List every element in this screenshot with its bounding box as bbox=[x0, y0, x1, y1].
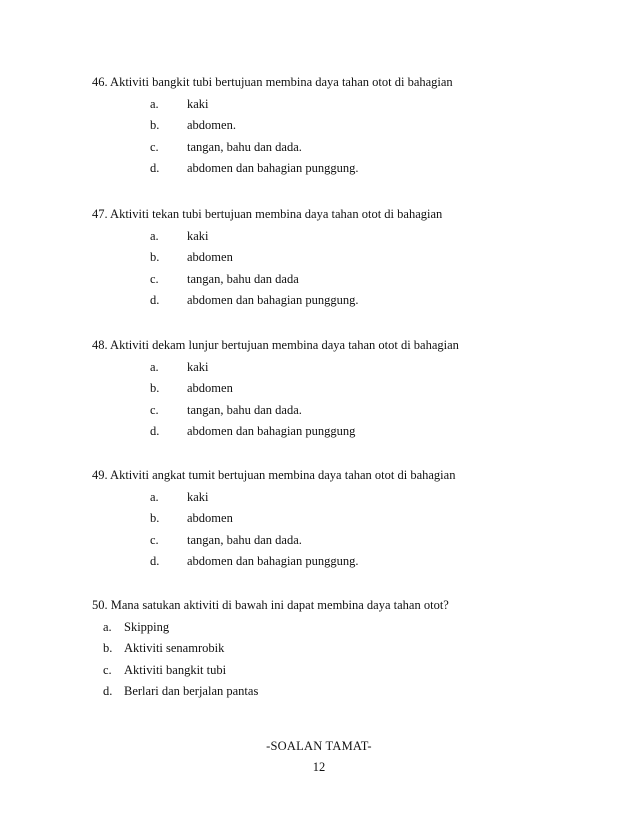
option-letter: b. bbox=[103, 641, 113, 655]
question-text: 47. Aktiviti tekan tubi bertujuan membina daya tahan otot di bahagian bbox=[92, 207, 443, 221]
option-a bbox=[92, 489, 592, 505]
option-d bbox=[92, 683, 592, 699]
option-letter: a. bbox=[150, 96, 159, 111]
option-letter: b. bbox=[150, 250, 160, 264]
option-letter: c. bbox=[150, 271, 159, 286]
option-c bbox=[92, 532, 592, 548]
option-text: abdomen dan bahagian punggung. bbox=[187, 161, 359, 175]
option-text: tangan, bahu dan dada. bbox=[187, 139, 302, 154]
option-c bbox=[92, 402, 592, 418]
option-b bbox=[92, 640, 592, 656]
option-a bbox=[92, 359, 592, 375]
option-a bbox=[92, 228, 592, 244]
question-text: 48. Aktiviti dekam lunjur bertujuan membina daya tahan otot di bahagian bbox=[92, 338, 459, 352]
option-text: abdomen. bbox=[187, 118, 236, 132]
question-46 bbox=[92, 74, 592, 176]
end-of-questions-text: -SOALAN TAMAT- bbox=[266, 739, 372, 753]
question-text: 46. Aktiviti bangkit tubi bertujuan membina daya tahan otot di bahagian bbox=[92, 75, 453, 89]
option-letter: a. bbox=[150, 228, 159, 243]
option-c bbox=[92, 139, 592, 155]
option-text: kaki bbox=[187, 228, 209, 243]
option-letter: d. bbox=[150, 293, 160, 307]
question-49 bbox=[92, 467, 592, 569]
option-d bbox=[92, 160, 592, 176]
option-letter: c. bbox=[150, 402, 159, 417]
option-b bbox=[92, 117, 592, 133]
question-text: 49. Aktiviti angkat tumit bertujuan membina daya tahan otot di bahagian bbox=[92, 468, 456, 482]
option-letter: c. bbox=[150, 139, 159, 154]
option-d bbox=[92, 292, 592, 308]
option-d bbox=[92, 553, 592, 569]
option-text: tangan, bahu dan dada. bbox=[187, 402, 302, 417]
option-d bbox=[92, 423, 592, 439]
option-letter: b. bbox=[150, 511, 160, 525]
option-text: kaki bbox=[187, 489, 209, 504]
option-text: kaki bbox=[187, 359, 209, 374]
option-c bbox=[92, 271, 592, 287]
option-letter: d. bbox=[150, 554, 160, 568]
option-text: tangan, bahu dan dada bbox=[187, 271, 299, 286]
option-text: abdomen dan bahagian punggung. bbox=[187, 554, 359, 568]
option-letter: c. bbox=[103, 662, 112, 677]
option-letter: d. bbox=[150, 424, 160, 438]
option-text: Aktiviti bangkit tubi bbox=[124, 662, 227, 677]
option-letter: a. bbox=[150, 359, 159, 374]
page-number: 12 bbox=[312, 760, 326, 774]
option-letter: a. bbox=[103, 619, 112, 634]
option-text: abdomen bbox=[187, 511, 233, 525]
option-a bbox=[92, 96, 592, 112]
option-b bbox=[92, 249, 592, 265]
option-letter: c. bbox=[150, 532, 159, 547]
option-letter: b. bbox=[150, 118, 160, 132]
option-text: abdomen bbox=[187, 381, 233, 395]
option-letter: d. bbox=[103, 684, 113, 698]
option-text: abdomen bbox=[187, 250, 233, 264]
option-b bbox=[92, 510, 592, 526]
option-text: Skipping bbox=[124, 619, 170, 634]
option-letter: a. bbox=[150, 489, 159, 504]
question-47 bbox=[92, 206, 592, 308]
option-b bbox=[92, 380, 592, 396]
option-text: Aktiviti senamrobik bbox=[124, 641, 225, 655]
option-letter: b. bbox=[150, 381, 160, 395]
option-text: abdomen dan bahagian punggung bbox=[187, 424, 356, 438]
option-a bbox=[92, 619, 592, 635]
question-48 bbox=[92, 337, 592, 439]
option-letter: d. bbox=[150, 161, 160, 175]
question-50 bbox=[92, 597, 592, 699]
option-text: tangan, bahu dan dada. bbox=[187, 532, 302, 547]
option-text: abdomen dan bahagian punggung. bbox=[187, 293, 359, 307]
option-text: Berlari dan berjalan pantas bbox=[124, 684, 259, 698]
option-c bbox=[92, 662, 592, 678]
question-text: 50. Mana satukan aktiviti di bawah ini dapat membina daya tahan otot? bbox=[92, 598, 449, 612]
option-text: kaki bbox=[187, 96, 209, 111]
